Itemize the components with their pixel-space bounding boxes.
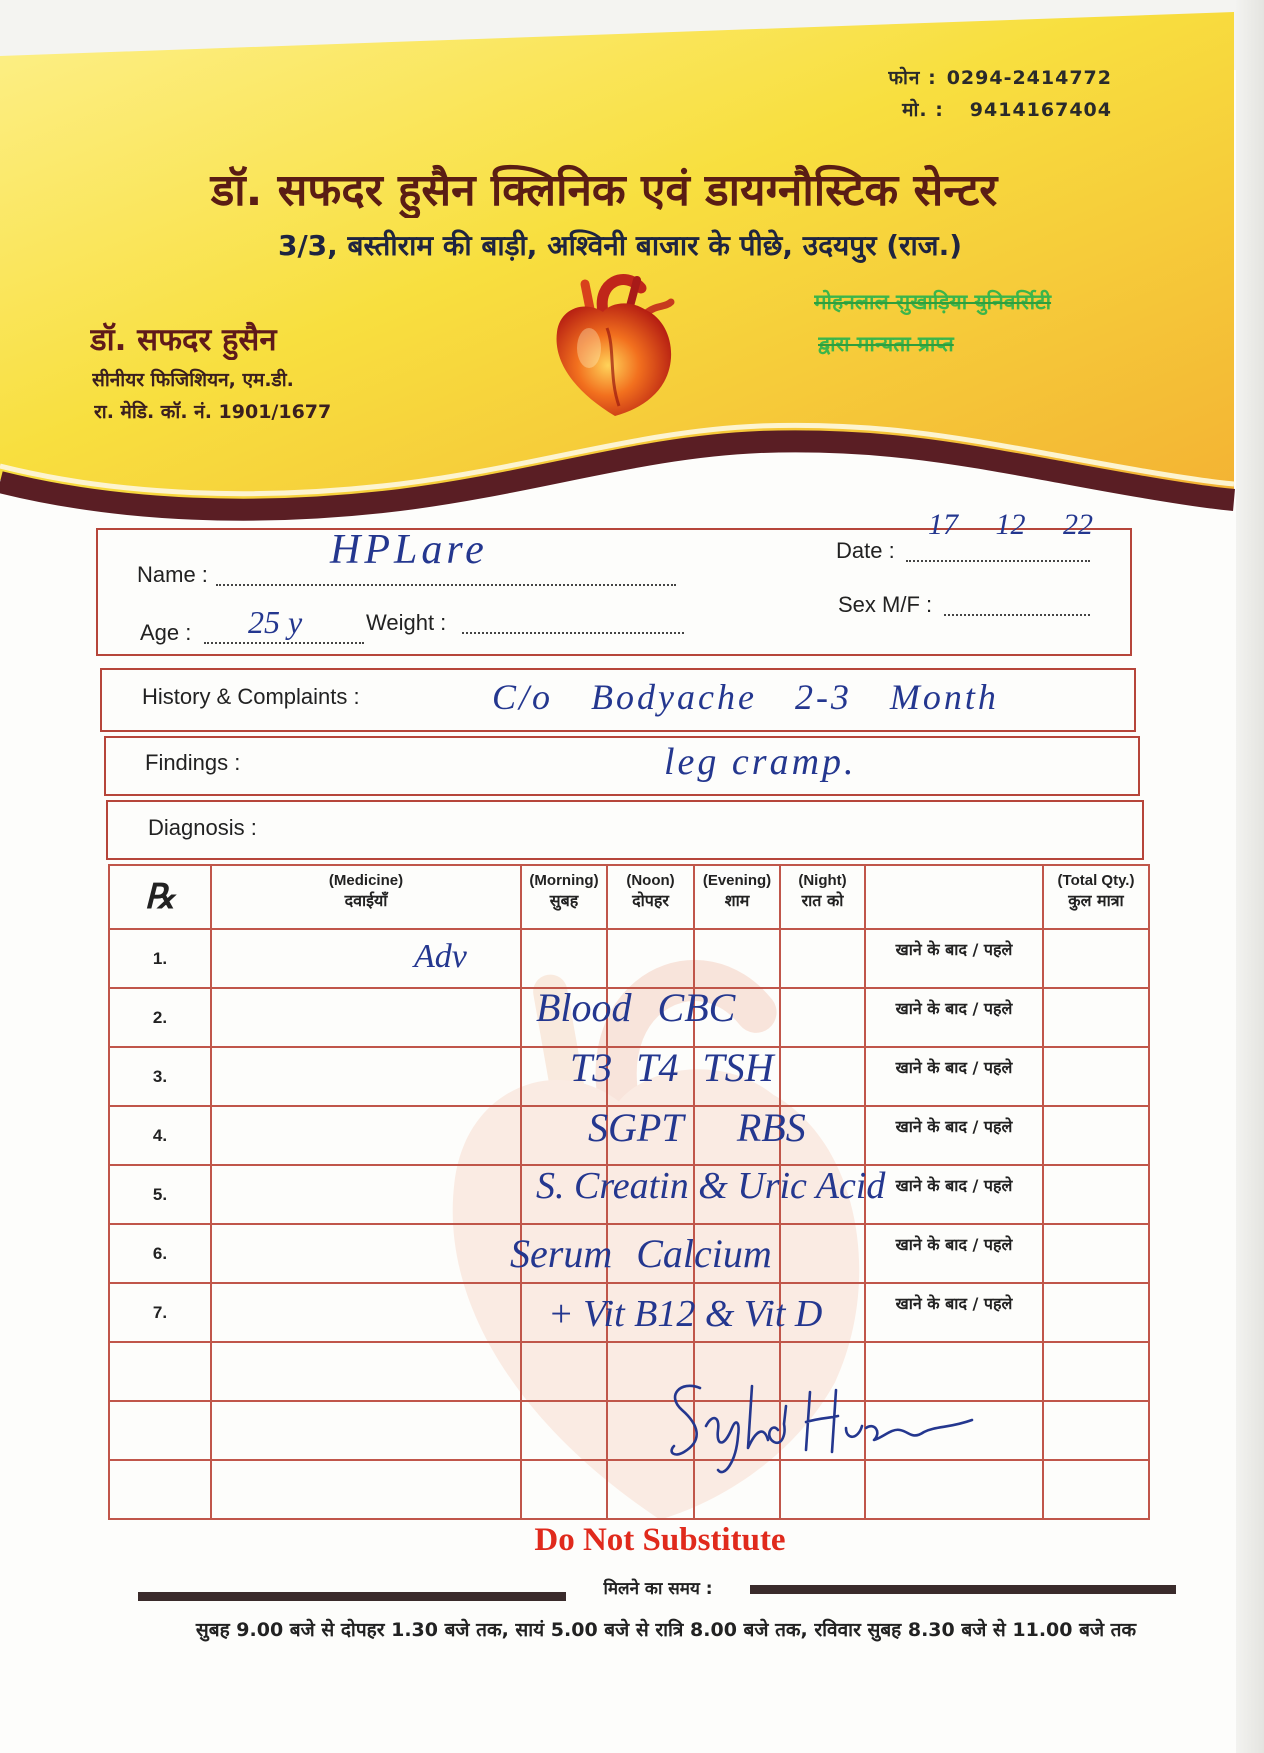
medicine-cell — [211, 1283, 521, 1342]
medicine-cell — [211, 1165, 521, 1224]
findings-label: Findings : — [145, 750, 241, 775]
header-medicine-hi: दवाईयाँ — [344, 891, 388, 910]
header-meal-timing — [865, 865, 1043, 929]
medicine-cell — [211, 1401, 521, 1460]
header-medicine — [211, 865, 521, 929]
meal-timing-cell: खाने के बाद / पहले — [865, 1283, 1043, 1342]
medicine-cell — [211, 1460, 521, 1519]
handwritten-investigation: SGPT RBS — [588, 1105, 806, 1150]
rx-row — [109, 929, 1149, 988]
rx-row-number: 7. — [109, 1283, 211, 1342]
doctor-name: डॉ. सफदर हुसैन — [90, 322, 277, 358]
handwritten-investigation: + Vit B12 & Vit D — [548, 1293, 823, 1335]
phone-label: फोन : — [888, 67, 937, 89]
handwritten-date: 17 12 22 — [928, 508, 1093, 541]
noon-cell — [607, 929, 694, 988]
diagnosis-box — [106, 800, 1144, 860]
age-label: Age : — [140, 620, 192, 645]
weight-dotted-line — [462, 632, 684, 634]
meal-timing-cell: खाने के बाद / पहले — [865, 988, 1043, 1047]
meal-timing-cell: खाने के बाद / पहले — [865, 1165, 1043, 1224]
meal-timing-cell: खाने के बाद / पहले — [865, 929, 1043, 988]
morning-cell — [521, 1460, 607, 1519]
header-evening-hi: शाम — [724, 891, 750, 910]
header-night-en: (Night) — [798, 872, 847, 889]
mobile-line — [840, 96, 1112, 122]
name-dotted-line — [216, 584, 676, 586]
sex-dotted-line — [944, 614, 1090, 616]
night-cell — [780, 929, 865, 988]
rx-row-number — [109, 1460, 211, 1519]
handwritten-investigation: Blood CBC — [536, 985, 736, 1030]
doctor-signature — [660, 1366, 990, 1486]
rx-row — [109, 1401, 1149, 1460]
handwritten-investigation: S. Creatin & Uric Acid — [536, 1165, 886, 1207]
total-qty-cell — [1043, 1342, 1149, 1401]
header-morning — [521, 865, 607, 929]
total-qty-cell — [1043, 1165, 1149, 1224]
header-evening — [694, 865, 780, 929]
clinic-address: 3/3, बस्तीराम की बाड़ी, अश्विनी बाजार के पीछे, उदयपुर (राज.) — [277, 229, 963, 262]
handwritten-investigation: T3 T4 TSH — [570, 1045, 774, 1090]
handwritten-investigation: Serum Calcium — [510, 1231, 772, 1276]
header-total-qty-en: (Total Qty.) — [1057, 872, 1135, 889]
history-label: History & Complaints : — [142, 684, 360, 709]
rx-row-number: 1. — [109, 929, 211, 988]
header-evening-en: (Evening) — [702, 872, 772, 889]
anatomical-heart-icon — [545, 268, 685, 420]
night-cell — [780, 988, 865, 1047]
date-label: Date : — [836, 538, 895, 563]
table-header-row — [109, 865, 1149, 929]
handwritten-age: 25 y — [248, 604, 303, 640]
footer-bar-left — [138, 1592, 566, 1601]
header-night — [780, 865, 865, 929]
handwritten-name: HPLare — [330, 527, 488, 573]
header-noon-en: (Noon) — [626, 872, 675, 889]
header-night-hi: रात को — [801, 891, 844, 910]
rx-symbol: ℞ — [109, 865, 211, 929]
total-qty-cell — [1043, 1106, 1149, 1165]
morning-cell — [521, 1342, 607, 1401]
visiting-time-label: मिलने का समय : — [603, 1579, 713, 1599]
weight-label: Weight : — [366, 610, 447, 635]
findings-box — [104, 736, 1140, 796]
meal-timing-cell: खाने के बाद / पहले — [865, 1106, 1043, 1165]
total-qty-cell — [1043, 1047, 1149, 1106]
handwritten-complaint: C/o Bodyache 2-3 Month — [492, 677, 999, 717]
phone-line — [840, 64, 1112, 90]
header-medicine-en: (Medicine) — [328, 872, 404, 889]
phone-number: 0294-2414772 — [946, 67, 1112, 89]
footer-bar-right — [750, 1585, 1176, 1594]
header-morning-en: (Morning) — [529, 872, 599, 889]
header-total-qty-hi: कुल मात्रा — [1068, 891, 1124, 910]
medicine-cell — [211, 1106, 521, 1165]
medicine-cell — [211, 988, 521, 1047]
header-morning-hi: सुबह — [549, 891, 579, 910]
university-recognition-line2: द्वारा मान्यता प्राप्त — [818, 332, 954, 356]
university-recognition-line1: मोहनलाल सुखाड़िया युनिवर्सिटी — [814, 290, 1052, 314]
visiting-hours: सुबह 9.00 बजे से दोपहर 1.30 बजे तक, सायं 5.00 बजे से रात्रि 8.00 बजे तक, रविवार सुबह 8.30 बजे से 11.00 बजे तक — [195, 1619, 1137, 1641]
meal-timing-cell: खाने के बाद / पहले — [865, 1047, 1043, 1106]
total-qty-cell — [1043, 1460, 1149, 1519]
paper-edge — [1236, 0, 1264, 1753]
rx-row — [109, 1342, 1149, 1401]
morning-cell — [521, 1401, 607, 1460]
header-total-qty — [1043, 865, 1149, 929]
night-cell — [780, 1047, 865, 1106]
medicine-cell — [211, 1342, 521, 1401]
age-dotted-line — [204, 642, 364, 644]
rx-row-number: 5. — [109, 1165, 211, 1224]
total-qty-cell — [1043, 988, 1149, 1047]
rx-row-number — [109, 1342, 211, 1401]
do-not-substitute-notice: Do Not Substitute — [534, 1522, 786, 1558]
morning-cell — [521, 929, 607, 988]
total-qty-cell — [1043, 1283, 1149, 1342]
doctor-title: सीनीयर फिजिशियन, एम.डी. — [92, 369, 294, 391]
handwritten-finding: leg cramp. — [664, 741, 857, 783]
mobile-label: मो. : — [902, 99, 944, 121]
date-dotted-line — [906, 560, 1090, 562]
rx-row-number: 2. — [109, 988, 211, 1047]
rx-row-number — [109, 1401, 211, 1460]
total-qty-cell — [1043, 929, 1149, 988]
rx-row — [109, 1460, 1149, 1519]
medicine-cell — [211, 929, 521, 988]
mobile-number: 9414167404 — [969, 99, 1112, 121]
rx-row-number: 3. — [109, 1047, 211, 1106]
meal-timing-cell: खाने के बाद / पहले — [865, 1224, 1043, 1283]
night-cell — [780, 1224, 865, 1283]
header-noon-hi: दोपहर — [632, 891, 669, 910]
diagnosis-label: Diagnosis : — [148, 815, 257, 840]
rx-row-number: 6. — [109, 1224, 211, 1283]
name-label: Name : — [137, 562, 208, 587]
total-qty-cell — [1043, 1401, 1149, 1460]
total-qty-cell — [1043, 1224, 1149, 1283]
sex-label: Sex M/F : — [838, 592, 933, 617]
evening-cell — [694, 929, 780, 988]
medicine-cell — [211, 1224, 521, 1283]
handwritten-advice-heading: Adv — [414, 938, 467, 975]
header-noon — [607, 865, 694, 929]
medicine-cell — [211, 1047, 521, 1106]
rx-row-number: 4. — [109, 1106, 211, 1165]
clinic-title: डॉ. सफदर हुसैन क्लिनिक एवं डायग्नौस्टिक सेन्टर — [210, 165, 998, 216]
registration-number: रा. मेडि. कॉ. नं. 1901/1677 — [94, 401, 332, 423]
